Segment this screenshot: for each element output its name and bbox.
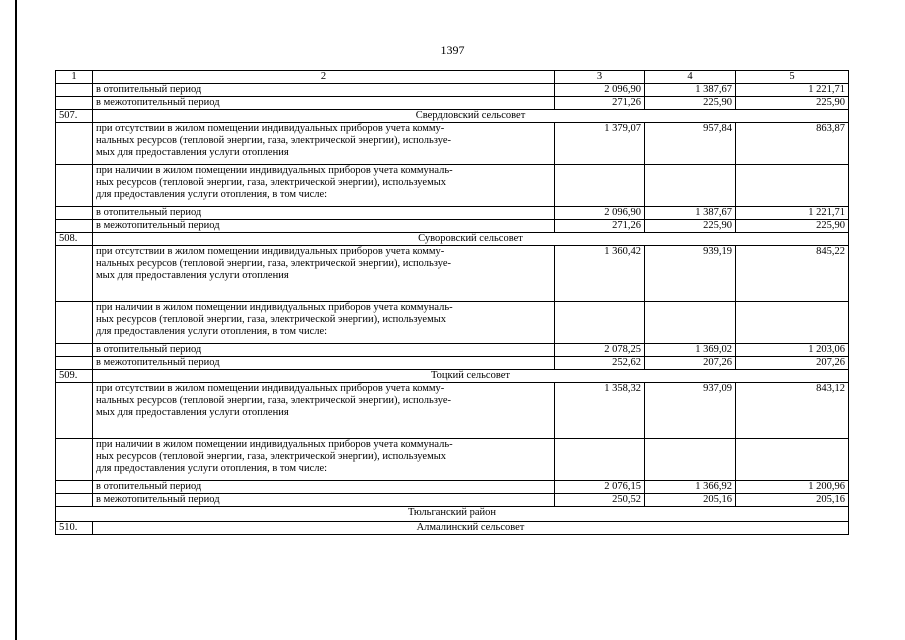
row-description: в отопительный период [93,344,555,357]
table-row [56,481,849,494]
value-col-4 [645,165,736,207]
section-row [56,110,849,123]
row-description [93,246,555,302]
description-line: при отсутствии в жилом помещении индивидуальных приборов учета комму- [96,246,445,257]
table-row [56,383,849,439]
table-row [56,123,849,165]
row-description [93,383,555,439]
row-number [56,344,93,357]
row-number [56,357,93,370]
row-number [56,302,93,344]
section-title: Тоцкий сельсовет [93,370,849,383]
value-col-3: 2 096,90 [555,84,645,97]
table-row [56,97,849,110]
value-col-3: 271,26 [555,220,645,233]
value-col-3 [555,302,645,344]
row-description [93,123,555,165]
value-col-4: 1 366,92 [645,481,736,494]
table-row [56,165,849,207]
value-col-5 [736,439,849,481]
value-col-5: 1 203,06 [736,344,849,357]
row-number [56,123,93,165]
description-line: при отсутствии в жилом помещении индивидуальных приборов учета комму- [96,383,445,394]
description-line: ных ресурсов (тепловой энергии, газа, электрической энергии), используемых [96,451,447,462]
description-line: нальных ресурсов (тепловой энергии, газа, электрической энергии), используе- [96,135,451,146]
section-number: 510. [56,522,93,535]
value-col-3: 250,52 [555,494,645,507]
description-line: для предоставления услуги отопления, в том числе: [96,463,328,474]
value-col-3 [555,439,645,481]
value-col-4 [645,439,736,481]
value-col-4: 1 369,02 [645,344,736,357]
table-row [56,439,849,481]
header-col-1: 1 [56,71,93,84]
value-col-3: 2 078,25 [555,344,645,357]
tariff-table-body [56,71,849,535]
value-col-5: 845,22 [736,246,849,302]
value-col-5: 1 200,96 [736,481,849,494]
row-number [56,246,93,302]
value-col-5: 863,87 [736,123,849,165]
row-description: в межотопительный период [93,220,555,233]
description-line: при отсутствии в жилом помещении индивидуальных приборов учета комму- [96,123,445,134]
value-col-5: 225,90 [736,220,849,233]
row-description: в отопительный период [93,207,555,220]
section-number: 507. [56,110,93,123]
value-col-5 [736,165,849,207]
header-col-3: 3 [555,71,645,84]
description-line: мых для предоставления услуги отопления [96,270,289,281]
section-row [56,370,849,383]
description-line: при наличии в жилом помещении индивидуальных приборов учета коммуналь- [96,302,453,313]
description-line: при наличии в жилом помещении индивидуальных приборов учета коммуналь- [96,165,453,176]
header-col-4: 4 [645,71,736,84]
district-row [56,507,849,522]
row-number [56,481,93,494]
value-col-5: 1 221,71 [736,84,849,97]
district-title: Тюльганский район [56,507,849,522]
description-line: при наличии в жилом помещении индивидуальных приборов учета коммуналь- [96,439,453,450]
description-line: для предоставления услуги отопления, в том числе: [96,189,328,200]
row-number [56,383,93,439]
row-description: в межотопительный период [93,494,555,507]
section-row [56,233,849,246]
value-col-5: 205,16 [736,494,849,507]
value-col-4: 939,19 [645,246,736,302]
row-number [56,494,93,507]
header-row [56,71,849,84]
value-col-5 [736,302,849,344]
row-number [56,220,93,233]
row-description: в межотопительный период [93,357,555,370]
table-row [56,344,849,357]
value-col-3: 271,26 [555,97,645,110]
value-col-4: 937,09 [645,383,736,439]
section-title: Суворовский сельсовет [93,233,849,246]
section-row [56,522,849,535]
binding-edge-line [15,0,17,640]
row-description: в отопительный период [93,481,555,494]
row-number [56,439,93,481]
value-col-4: 225,90 [645,97,736,110]
page-number: 1397 [440,43,465,57]
description-line: мых для предоставления услуги отопления [96,407,289,418]
header-col-2: 2 [93,71,555,84]
value-col-4: 1 387,67 [645,84,736,97]
section-number: 509. [56,370,93,383]
value-col-4: 205,16 [645,494,736,507]
value-col-5: 843,12 [736,383,849,439]
header-col-5: 5 [736,71,849,84]
table-row [56,494,849,507]
value-col-5: 1 221,71 [736,207,849,220]
table-row [56,220,849,233]
value-col-3: 1 379,07 [555,123,645,165]
value-col-4: 957,84 [645,123,736,165]
value-col-3: 252,62 [555,357,645,370]
description-line: мых для предоставления услуги отопления [96,147,289,158]
value-col-3: 2 076,15 [555,481,645,494]
value-col-4 [645,302,736,344]
table-row [56,302,849,344]
tariff-table [55,70,849,535]
value-col-3: 1 360,42 [555,246,645,302]
value-col-3 [555,165,645,207]
table-row [56,246,849,302]
description-line: ных ресурсов (тепловой энергии, газа, электрической энергии), используемых [96,177,447,188]
row-number [56,165,93,207]
value-col-4: 207,26 [645,357,736,370]
row-description [93,165,555,207]
row-description [93,302,555,344]
value-col-3: 1 358,32 [555,383,645,439]
table-row [56,84,849,97]
value-col-3: 2 096,90 [555,207,645,220]
section-number: 508. [56,233,93,246]
description-line: ных ресурсов (тепловой энергии, газа, электрической энергии), используемых [96,314,447,325]
value-col-5: 225,90 [736,97,849,110]
row-number [56,97,93,110]
value-col-5: 207,26 [736,357,849,370]
description-line: для предоставления услуги отопления, в том числе: [96,326,328,337]
row-description: в отопительный период [93,84,555,97]
row-description: в межотопительный период [93,97,555,110]
section-title: Свердловский сельсовет [93,110,849,123]
table-row [56,207,849,220]
description-line: нальных ресурсов (тепловой энергии, газа, электрической энергии), используе- [96,395,451,406]
row-description [93,439,555,481]
row-number [56,84,93,97]
section-title: Алмалинский сельсовет [93,522,849,535]
value-col-4: 225,90 [645,220,736,233]
table-row [56,357,849,370]
row-number [56,207,93,220]
description-line: нальных ресурсов (тепловой энергии, газа, электрической энергии), используе- [96,258,451,269]
value-col-4: 1 387,67 [645,207,736,220]
